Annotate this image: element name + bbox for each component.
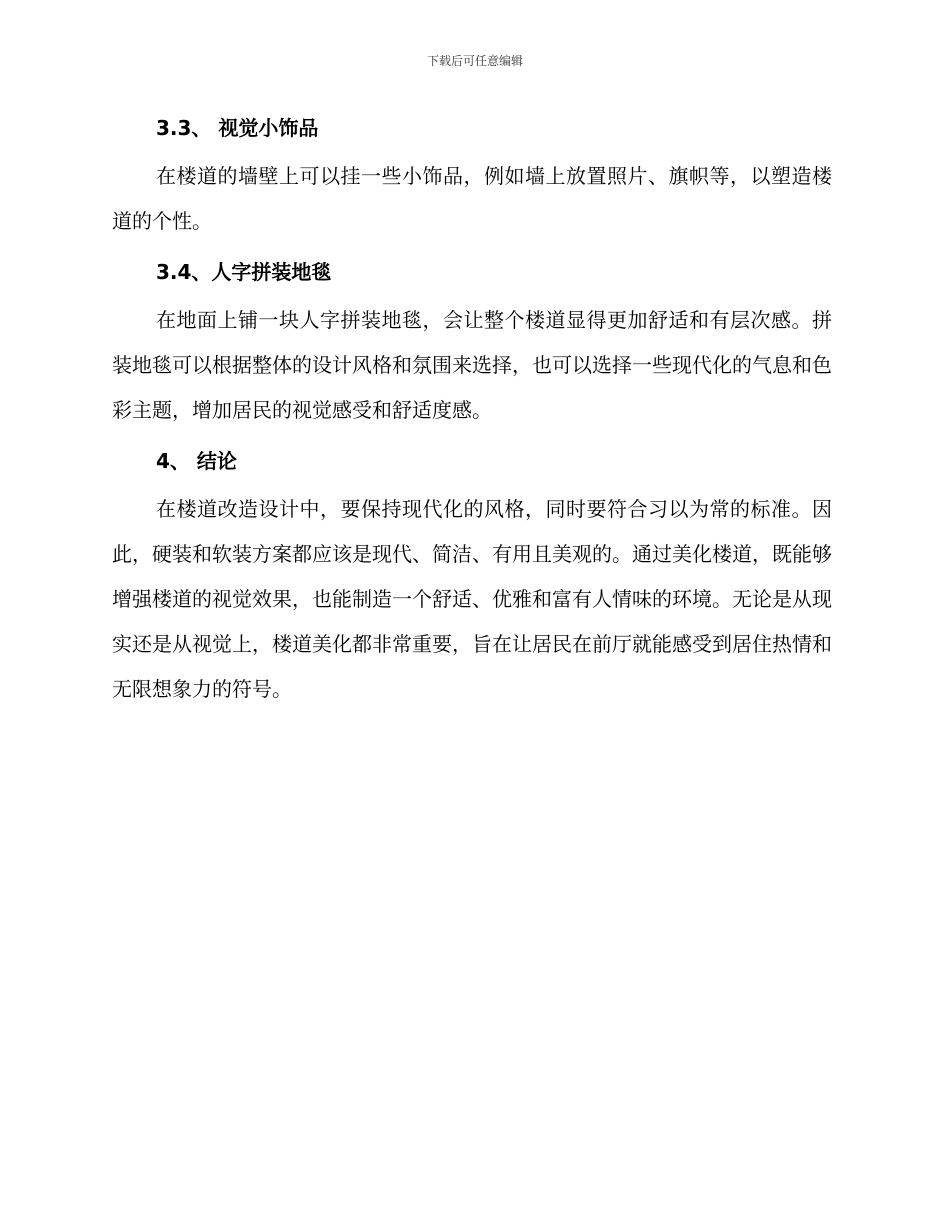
- section-paragraph-3-3: 在楼道的墙壁上可以挂一些小饰品，例如墙上放置照片、旗帜等，以塑造楼道的个性。: [112, 164, 832, 233]
- document-body: [112, 112, 832, 712]
- section-paragraph-3-4: 在地面上铺一块人字拼装地毯，会让整个楼道显得更加舒适和有层次感。拼装地毯可以根据整体的设计风格和氛围来选择，也可以选择一些现代化的气息和色彩主题，增加居民的视觉感受和舒适度感。: [112, 308, 832, 422]
- section-paragraph-4: 在楼道改造设计中，要保持现代化的风格，同时要符合习以为常的标准。因此，硬装和软装方案都应该是现代、简洁、有用且美观的。通过美化楼道，既能够增强楼道的视觉效果，也能制造一个舒适、优雅和富有人情味的环境。无论是从现实还是从视觉上，楼道美化都非常重要，旨在让居民在前厅就能感受到居住热情和无限想象力的符号。: [112, 497, 832, 701]
- section-heading-4: 4、 结论: [156, 449, 237, 473]
- section-heading-3-3: 3.3、 视觉小饰品: [156, 116, 319, 140]
- section-heading-3-4: 3.4、人字拼装地毯: [156, 260, 332, 284]
- header-note: 下载后可任意编辑: [426, 54, 523, 68]
